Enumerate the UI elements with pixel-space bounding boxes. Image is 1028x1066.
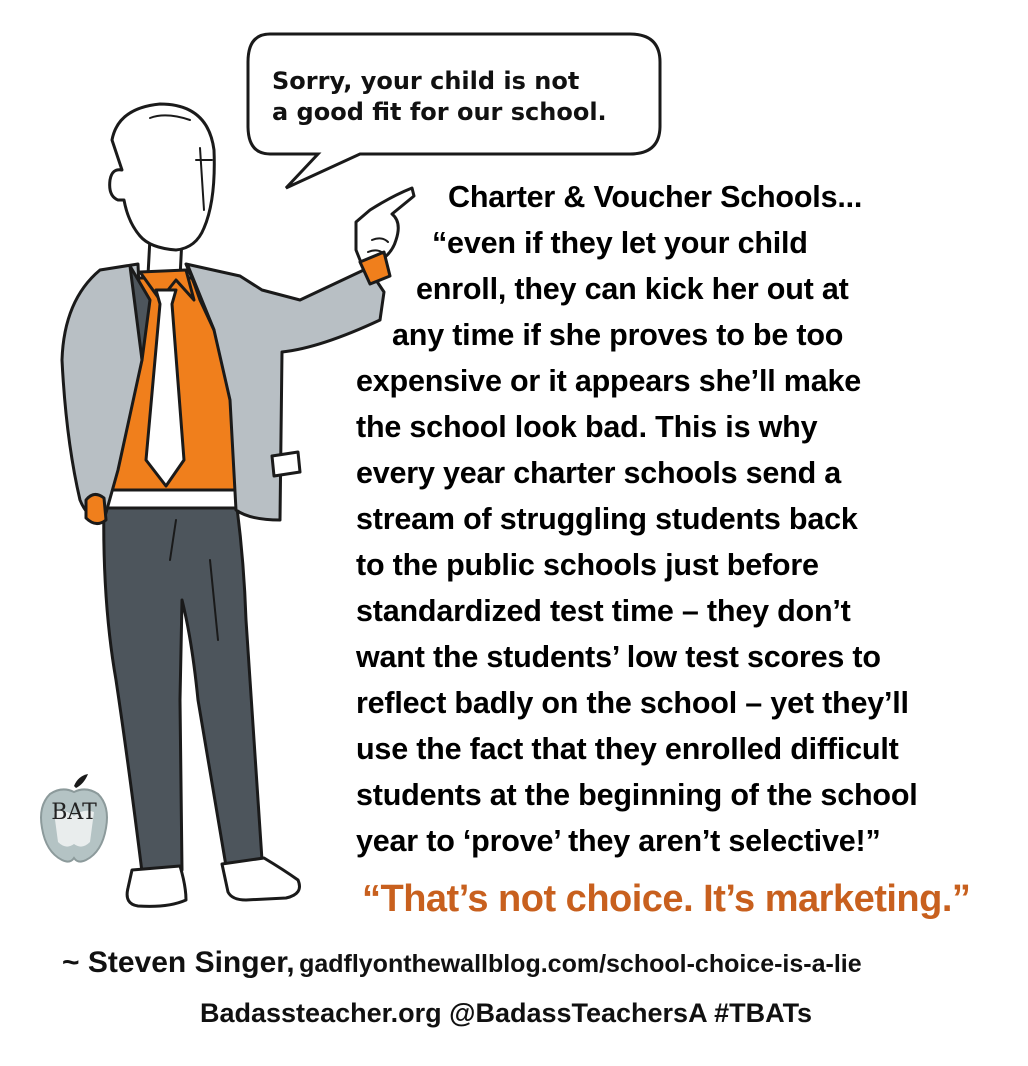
footer-links: Badassteacher.org @BadassTeachersA #TBATs — [200, 998, 813, 1028]
quote-line: any time if she proves to be too — [392, 318, 844, 352]
tagline: “That’s not choice. It’s marketing.” — [362, 878, 971, 920]
speech-line-2: a good fit for our school. — [272, 98, 607, 126]
quote-line: every year charter schools send a — [356, 456, 842, 490]
quote-line: “even if they let your child — [432, 226, 808, 260]
quote-line: reflect badly on the school – yet they’ll — [356, 686, 909, 720]
logo-text: BAT — [51, 800, 97, 825]
quote-line: enroll, they can kick her out at — [416, 272, 849, 306]
quote-line: use the fact that they enrolled difficult — [356, 732, 899, 766]
quote-line: to the public schools just before — [356, 548, 819, 582]
quote-line: expensive or it appears she’ll make — [356, 364, 861, 398]
blog-url: gadflyonthewallblog.com/school-choice-is-a-lie — [299, 950, 862, 978]
quote-line: the school look bad. This is why — [356, 410, 818, 444]
speech-bubble-text — [272, 66, 652, 128]
quote-line: want the students’ low test scores to — [356, 640, 881, 674]
quote-line: Charter & Voucher Schools... — [448, 180, 863, 214]
author-name: ~ Steven Singer, — [62, 946, 295, 979]
attribution — [62, 946, 862, 980]
quote-line: year to ‘prove’ they aren’t selective!” — [356, 824, 881, 858]
quote-line: stream of struggling students back — [356, 502, 858, 536]
speech-line-1: Sorry, your child is not — [272, 67, 580, 95]
quote-line: students at the beginning of the school — [356, 778, 918, 812]
quote-line: standardized test time – they don’t — [356, 594, 851, 628]
